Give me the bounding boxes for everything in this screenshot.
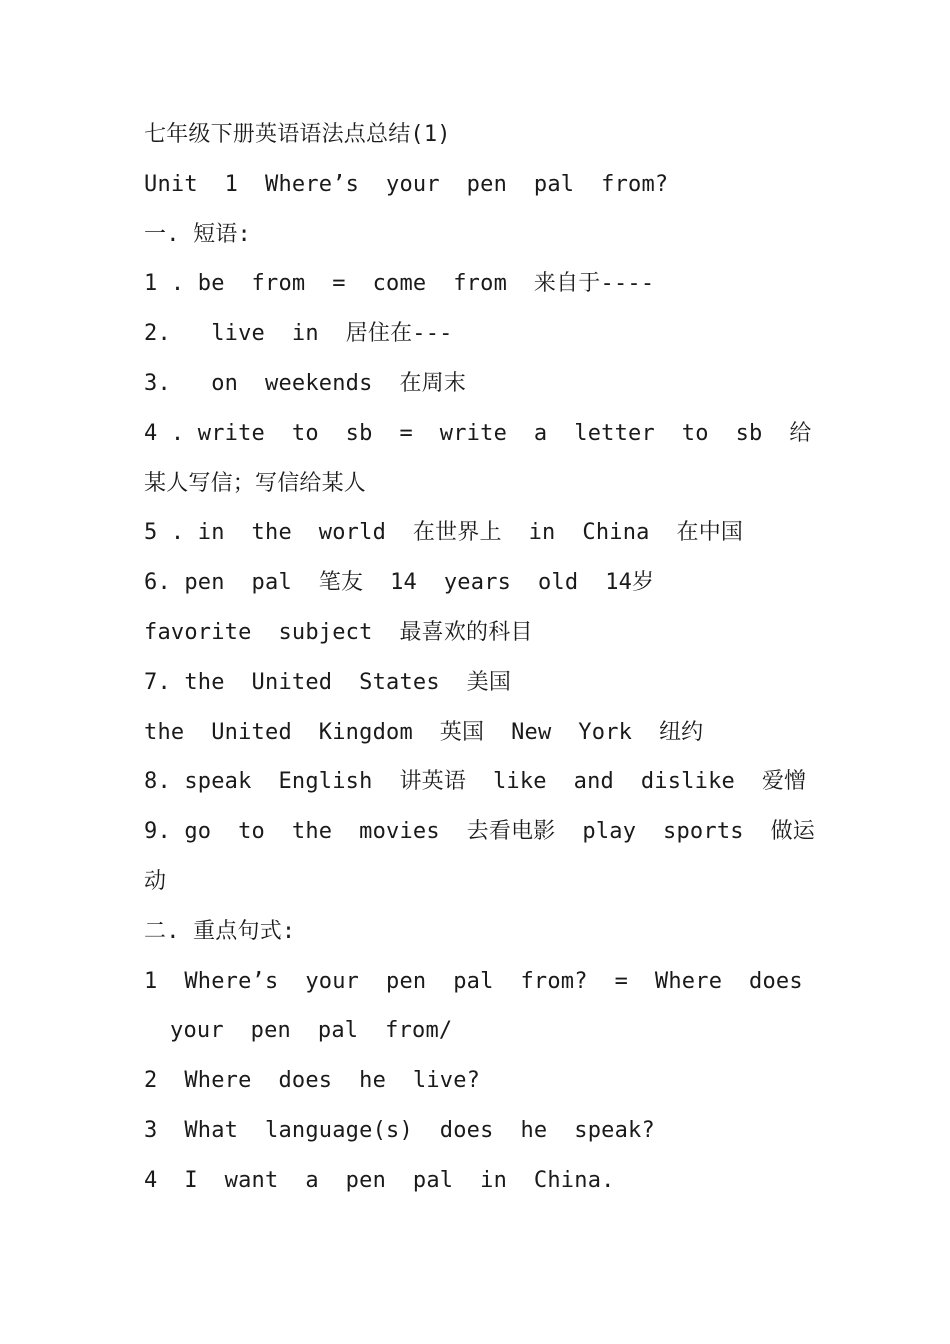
phrase-line: 9. go to the movies 去看电影 play sports 做运	[144, 819, 816, 845]
phrase-line: 3. on weekends 在周末	[144, 370, 467, 396]
phrases-heading: 一. 短语:	[144, 221, 251, 247]
phrase-line: 8. speak English 讲英语 like and dislike 爱憎	[144, 769, 807, 795]
phrase-line: 1 . be from = come from 来自于----	[144, 271, 655, 297]
sentence-line: your pen pal from/	[170, 1018, 453, 1044]
phrase-line: the United Kingdom 英国 New York 纽约	[144, 719, 704, 745]
phrase-line: 动	[144, 868, 167, 894]
phrase-line: 5 . in the world 在世界上 in China 在中国	[144, 520, 744, 546]
document-title: 七年级下册英语语法点总结(1)	[144, 122, 451, 147]
sentence-line: 1 Where’s your pen pal from? = Where does	[144, 968, 803, 994]
phrase-line: 7. the United States 美国	[144, 669, 512, 695]
sentence-line: 3 What language(s) does he speak?	[144, 1117, 655, 1143]
unit-heading: Unit 1 Where’s your pen pal from?	[144, 171, 669, 197]
phrase-line: 2. live in 居住在---	[144, 321, 453, 347]
sentence-line: 4 I want a pen pal in China.	[144, 1167, 615, 1193]
phrase-line: 4 . write to sb = write a letter to sb 给	[144, 420, 812, 446]
phrase-line: 6. pen pal 笔友 14 years old 14岁	[144, 570, 655, 596]
phrase-line: favorite subject 最喜欢的科目	[144, 619, 533, 645]
sentences-heading: 二. 重点句式:	[144, 918, 296, 944]
sentence-line: 2 Where does he live?	[144, 1068, 481, 1094]
document-body	[144, 110, 824, 1206]
phrase-line: 某人写信；写信给某人	[144, 470, 367, 496]
